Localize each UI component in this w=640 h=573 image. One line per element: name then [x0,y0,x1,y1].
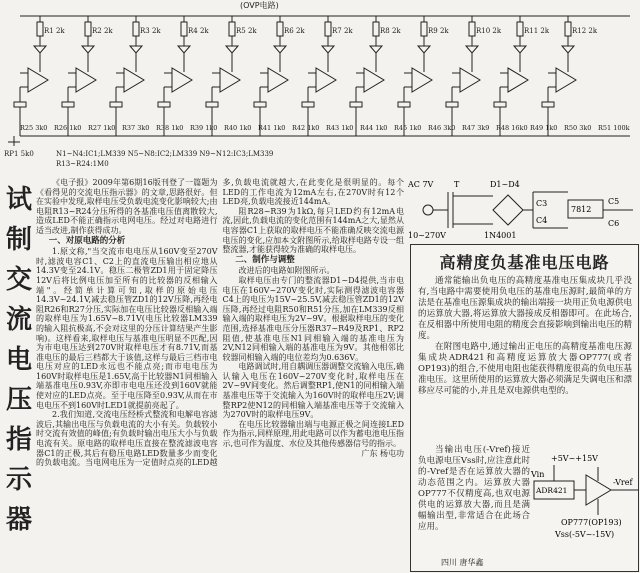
resistor-label: R9 2k [428,27,449,35]
resistor [565,22,571,36]
led [82,16,94,63]
transformer-label: T [454,180,460,189]
c6-label: C6 [608,219,620,228]
led [466,16,478,63]
resistor [398,102,410,107]
resistor-label: R46 3k0 [428,124,456,132]
resistor [277,22,283,36]
led [514,16,526,63]
paragraph: 1.原文称,"当交流市电电压从160V变至270V时,滤波电容C1、C2上的直流电压输出相应地从14.3V变至24.1V。稳压二极管ZD1用于固定降压12V后将比例电压加至所有的比较器的反相输入端"。经简单计算可知,取样的原始电压14.3V~24.1V,减去稳压管ZD1的12V压降,再经电阻R26和R27分压,实际加在电压比较器反相输入端的取样电压为1.65V~8.71V(电压比较器LM339的输入阻抗极高,不会对这里的分压计算结果产生影响)。这样看来,取样电压与基准电压明显不匹配,因为市电电压达到270V时取样电压才有8.71V,而基准电压的最后三档都大于该值,这样与最后三档市电电压对应的LED永远也不能点亮;而市电电压为160V时取样电压是1.65V,高于比较器N1同相输入端基准电压0.93V,亦即市电电压还没到160V就能使对应的LED点亮。至于电压降至0.93V,从而在市电电压不到160V时LED1就提前亮起了。 [36,247,218,410]
vss-label: Vss(-5V~-15V) [555,530,615,539]
resistor [133,22,139,36]
sidebar-body [411,273,638,397]
resistor [62,102,74,107]
resistor-label: R12 2k [572,27,598,35]
paragraph: 当输出电压(-Vref)接近负电源电压Vss时,应注意此时的-Vref是否在运算放大器的动态范围之内。运算放大器OP777不仅精度高,也双电源供电的运算放大器,而且是满幅输出型,非常适合在此场合应用。 [418,445,530,532]
article-author: 广东 杨屯功 [361,448,404,458]
c5-label: C5 [608,197,620,206]
paragraph: 通常能输出负电压的高精度基准电压集成块几乎没有,当电路中需要使用负电压的基准电压源时,最简单的方法是在基准电压源集成块的输出端接一块用正负电源供电的运算放大器,将运算放大器接成反相器即可。在此场合,在反相器中所使用电阻的精度会直接影响到输出电压的精度。 [418,276,632,341]
resistor-label: R8 2k [380,27,401,35]
resistor [302,102,314,107]
article-body [36,178,404,468]
resistor-label: R3 2k [140,27,161,35]
resistor-label: R5 2k [236,27,257,35]
vplus-label: +5V~+15V [551,454,598,463]
paragraph: 在电压比较器输出端与电源正极之间连接LED作为指示,同样原理,用此电路可以作为蓄电池电压指示,也可作为温度、水位及其他传感器信号的指示。 [222,419,404,449]
resistor-label: R49 1k0 [530,124,558,132]
comparator-schematic [0,6,640,174]
resistor-label: R10 2k [476,27,502,35]
sidebar-author: 四川 唐华鑫 [441,558,484,567]
led [130,16,142,63]
resistor-label: R42 1k0 [292,124,320,132]
resistor-label: R2 2k [92,27,113,35]
section-heading-2: 二、制作与调整 [235,254,295,265]
resistor [469,22,475,36]
resistor-label: R45 1k0 [394,124,422,132]
resistor-label: R47 3k9 [462,124,490,132]
resistor-label: R43 1k0 [326,124,354,132]
led [562,16,574,63]
article-title: 试 制 交 流 电 压 指 示 器 [5,185,32,535]
resistor-label: R40 1k0 [224,124,252,132]
comparator [548,63,576,92]
rectifier-schematic [408,176,640,240]
paragraph: 2.我们知道,交流电压经桥式整流和电解电容滤波后,其输出电压与负载电流的大小有关。负载较小时交流有效值的峰值;有负载时输出电压大小与负载电流有关。原电路的取样电压直接在整流滤波电容器C1的正极,其后有稳压电路LED数量多少而变化的负载电流。当电网电压为一定值时点亮的LED越多,负载电流就越大,在此变化是很明显的。每个LED的工作电流为12mA左右,在270V时有12个LED亮,负载电流接近144mA。 [36,178,404,468]
comparator [164,63,192,92]
resistor [446,102,458,107]
led [418,16,430,63]
header-fragment: (OVP电路) [240,1,279,10]
resistor-label: R39 1k0 [190,124,218,132]
resistor [181,22,187,36]
resistor-label: R37 3k0 [122,124,150,132]
schematic-note-1: N1~N4:IC1;LM339 N5~N8:IC2;LM339 N9~N12:IC3;LM339 [56,150,274,158]
resistor [350,102,362,107]
resistor-label: R4 2k [188,27,209,35]
resistor-label: R7 2k [332,27,353,35]
resistor [494,102,506,107]
resistor-label: R25 3k0 [20,124,48,132]
rp1-label: RP1 5k0 [4,150,34,158]
resistor-label: R48 16k0 [496,124,528,132]
negative-reference-schematic [531,449,639,541]
resistor-label: R50 3k0 [564,124,592,132]
resistor-label: R27 1k0 [88,124,116,132]
resistor [206,102,218,107]
resistor-label: R44 1k0 [360,124,388,132]
led [178,16,190,63]
resistor [14,102,26,107]
section-heading-1: 一、对原电路的分析 [48,235,126,246]
comparator [260,63,288,92]
resistor [110,102,122,107]
paragraph: 改进后的电路如附图所示。 [238,266,335,276]
led [322,16,334,63]
comparator [404,63,432,92]
led [34,16,46,63]
resistor [158,102,170,107]
c4-label: C4 [536,216,548,225]
resistor [517,22,523,36]
comparator [356,63,384,92]
led [370,16,382,63]
resistor-label: R38 1k0 [156,124,184,132]
comparator [116,63,144,92]
resistor-label: R11 2k [524,27,550,35]
diode-label: D1~D4 [490,180,520,189]
diode-part-label: 1N4001 [484,231,517,240]
led [274,16,286,63]
comparator [500,63,528,92]
resistor [254,102,266,107]
vref-out-label: -Vref [613,478,633,487]
comparator [68,63,96,92]
schematic-note-2: R13~R24:1M0 [56,160,109,168]
resistor-label: R51 100k [598,124,630,132]
resistor [325,22,331,36]
resistor [37,22,43,36]
sidebar-body-end [418,445,530,533]
vin-label: Vin [531,470,545,479]
c3-label: C3 [536,199,548,208]
intro-paragraph: 《电子报》2009年第6期16版刊登了一篇题为《看得见的交流电压指示器》的文章,思路很好。但在实验中发现,取样电压受负载电流变化影响较大;由电阻R13~R24分压所得的各基准电压值离散较大,造成LED不能正确指示电网电压。经过对电路进行适当改进,制作获得成功。 [36,178,218,235]
sidebar-title: 高精度负基准电压电路 [439,253,610,272]
regulator-label: 7812 [571,205,592,214]
comparator [20,63,48,92]
resistor [373,22,379,36]
ac-label: AC 7V [408,180,434,189]
adr421-label: ADR421 [536,486,568,495]
resistor-label: R26 1k0 [54,124,82,132]
sidebar-article [410,244,639,572]
resistor-label: R6 2k [284,27,305,35]
comparator [308,63,336,92]
paragraph: 取样电压由专门的整流器D1~D4提供,当市电电压在160V~270V变化时,实际测得滤波电容器C4上的电压为15V~25.5V,减去稳压管ZD1的12V压降,再经过电阻R50和R51分压,加在LM339反相输入端的取样电压为2V~9V。根据取样电压的变化范围,选择基准电压分压器R37~R49及RP1、RP2阻值,使基准电压N1同相输入端的基准电压为2V,N12同相输入端的基准电压为9V。其他相邻比较器同相输入端的电位差均为0.636V。 [222,275,404,362]
comparator [452,63,480,92]
potentiometer [8,136,20,146]
resistor [229,22,235,36]
resistor [85,22,91,36]
paragraph: 在附图电路中,通过输出正电压的高精度基准电压源集成块ADR421和高精度运算放大器OP777(或者OP193)的组合,不使用电阻也能获得精度很高的负电压基准电压。这里所使用的运算放大器必须满足失调电压和漂移应尽可能的小,并且是双电源供电型的。 [418,342,632,396]
resistor-label: R1 2k [44,27,65,35]
led [226,16,238,63]
paragraph: 阻R28~R39为1kΩ,每只LED约有12mA电流,因此,负载电流的变化范围有144mA之大,显然从电容器C1上获取的取样电压不能准确反映交流电源电压的变化,应加本文附图所示,给取样电路专设一组整流器,才能获得较为准确的取样电压。 [222,206,404,255]
paragraph: 电路调试时,用自耦调压器调整交流输入电压,确认输入电压在160V~270V变化时,取样电压在2V~9V间变化。然后调整RP1,使N1的同相输入端基准电压等于交流输入为160V时的取样电压2V;调整RP2使N12的同相输入端基准电压等于交流输入为270V时的取样电压9V。 [222,362,404,420]
resistor-label: R41 1k0 [258,124,286,132]
ac-range-label: 10~270V [408,231,446,240]
resistor [542,102,554,107]
comparator [212,63,240,92]
op777-label: OP777(OP193) [561,518,622,527]
resistor [421,22,427,36]
